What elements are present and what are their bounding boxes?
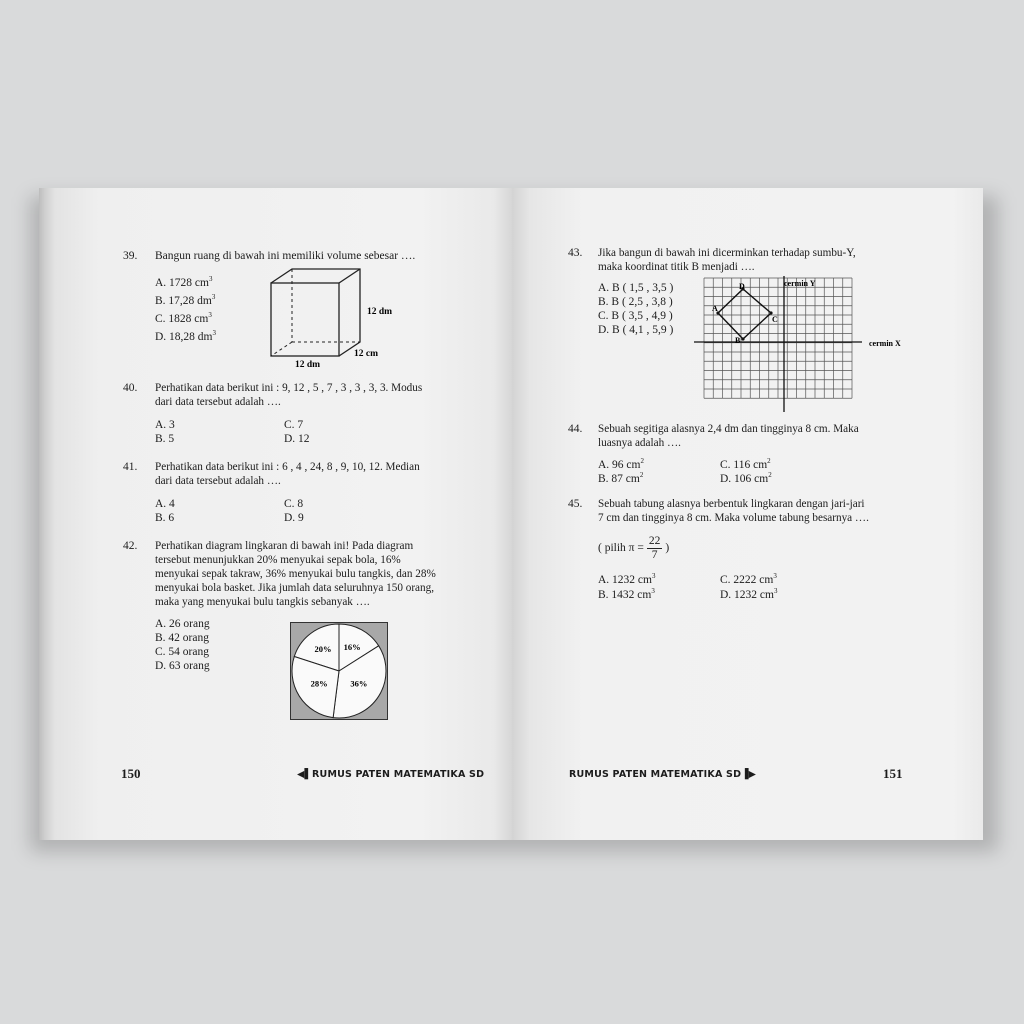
question-text: Bangun ruang di bawah ini memiliki volume sebesar …. (155, 250, 416, 262)
option: B. 42 orang (155, 632, 209, 644)
option: A. 26 orang (155, 618, 210, 630)
option: A. 1728 cm (155, 277, 209, 289)
question-line: menyukai sepak takraw, 36% menyukai bulu tangkis, dan 28% (155, 568, 436, 580)
question-line: Jika bangun di bawah ini dicerminkan terhadap sumbu-Y, (598, 247, 856, 259)
option: D. 106 $cm^2$ (720, 471, 772, 485)
option: A. 96 $cm^2$ (598, 457, 644, 471)
pi-hint-suffix: ) (665, 542, 670, 555)
pie-slice-label: 20% (314, 643, 332, 654)
footer-arrow-icon: ◀▌ (297, 769, 313, 780)
cube-hidden-edges (271, 269, 360, 356)
option: A. B ( 1,5 , 3,5 ) (598, 282, 674, 294)
cube-back-edges (271, 269, 360, 356)
option: D. B ( 4,1 , 5,9 ) (598, 324, 674, 336)
pie-chart (290, 622, 388, 720)
running-footer (297, 769, 484, 780)
option-superscript: 3 (212, 329, 216, 337)
option: A. 3 (155, 419, 175, 431)
option: B. 5 (155, 433, 175, 445)
question-text (598, 497, 869, 525)
cube-figure (264, 266, 404, 370)
question-line: Perhatikan diagram lingkaran di bawah ini! Pada diagram (155, 540, 414, 552)
page-number: 151 (883, 766, 903, 781)
page-number: 150 (121, 766, 141, 781)
question-number: 42. (123, 540, 138, 552)
pi-fraction (647, 535, 663, 562)
question-line: dari data tersebut adalah …. (155, 396, 281, 408)
option: B. B ( 2,5 , 3,8 ) (598, 296, 673, 308)
pi-hint-prefix: ( pilih π = (598, 542, 644, 555)
option: B. 1432 $cm^3$ (598, 587, 655, 601)
pi-hint (598, 535, 669, 562)
coordinate-grid (692, 276, 907, 412)
question-number: 45. (568, 498, 583, 510)
point-C-label: C (772, 315, 778, 324)
option: C. 8 (284, 498, 304, 510)
option: D. 9 (284, 512, 304, 524)
pi-denominator: 7 (651, 549, 658, 561)
question-text (598, 246, 856, 274)
running-footer (569, 769, 756, 780)
point-A-label: A (712, 304, 718, 313)
left-page (39, 188, 512, 840)
option: C. 116 $cm^2$ (720, 457, 771, 471)
pi-numerator: 22 (648, 535, 661, 547)
mirror-x-label: cermin X (869, 339, 901, 348)
pie-slice-label: 36% (350, 678, 368, 689)
footer-arrow-icon: ▐▶ (741, 769, 757, 780)
option: C. 54 orang (155, 646, 209, 658)
question-number: 40. (123, 382, 138, 394)
point-D-label: D (739, 282, 745, 291)
pie-slice-label: 28% (310, 678, 328, 689)
option: A. 1232 $cm^3$ (598, 572, 656, 586)
question-number: 44. (568, 423, 583, 435)
option: D. 1232 $cm^3$ (720, 587, 778, 601)
height-label: 12 dm (367, 307, 393, 317)
question-line: tersebut menunjukkan 20% menyukai sepak bola, 16% (155, 554, 401, 566)
question-line: maka yang menyukai bulu tangkis sebanyak …. (155, 596, 370, 608)
answer-options (155, 272, 216, 344)
option-superscript: 3 (208, 311, 212, 319)
question-line: Sebuah tabung alasnya berbentuk lingkaran dengan jari-jari (598, 498, 865, 510)
option: C. 7 (284, 419, 304, 431)
question-text (155, 539, 436, 609)
footer-title: RUMUS PATEN MATEMATIKA SD (569, 769, 742, 780)
question-number: 41. (123, 461, 138, 473)
answer-options (155, 617, 210, 673)
option: D. 18,28 dm (155, 331, 213, 343)
right-page (512, 188, 983, 840)
question-line: maka koordinat titik B menjadi …. (598, 261, 755, 273)
width-label: 12 dm (295, 360, 321, 370)
question-text (155, 381, 422, 409)
option: C. 2222 $cm^3$ (720, 572, 777, 586)
option-superscript: 3 (211, 293, 216, 301)
option: D. 12 (284, 433, 310, 445)
option: A. 4 (155, 498, 175, 510)
option: B. 87 $cm^2$ (598, 471, 644, 485)
question-line: 7 cm dan tingginya 8 cm. Maka volume tabung besarnya …. (598, 512, 869, 524)
mirror-y-label: cermin Y (784, 279, 816, 288)
question-line: Perhatikan data berikut ini : 6 , 4 , 24, 8 , 9, 10, 12. Median (155, 461, 420, 473)
option: B. 6 (155, 512, 175, 524)
option-superscript: 3 (208, 275, 213, 283)
question-text (598, 422, 859, 450)
depth-label: 12 cm (354, 349, 379, 359)
option: C. 1828 cm (155, 313, 209, 325)
question-line: dari data tersebut adalah …. (155, 475, 281, 487)
pie-slice-label: 16% (343, 642, 361, 653)
question-line: Perhatikan data berikut ini : 9, 12 , 5 , 7 , 3 , 3 , 3, 3. Modus (155, 382, 423, 394)
cube-front-face (271, 283, 339, 356)
question-text (155, 460, 420, 488)
answer-options (598, 281, 673, 337)
question-number: 43. (568, 247, 583, 259)
option: C. B ( 3,5 , 4,9 ) (598, 310, 673, 322)
question-line: Sebuah segitiga alasnya 2,4 dm dan tingginya 8 cm. Maka (598, 423, 859, 435)
option: D. 63 orang (155, 660, 210, 672)
question-number: 39. (123, 250, 138, 262)
footer-title: RUMUS PATEN MATEMATIKA SD (312, 769, 485, 780)
grid-lines (704, 278, 852, 398)
point-B-label: B (735, 336, 741, 345)
option: B. 17,28 dm (155, 295, 212, 307)
question-line: menyukai bola basket. Jika jumlah data seluruhnya 150 orang, (155, 582, 434, 594)
question-line: luasnya adalah …. (598, 437, 681, 449)
